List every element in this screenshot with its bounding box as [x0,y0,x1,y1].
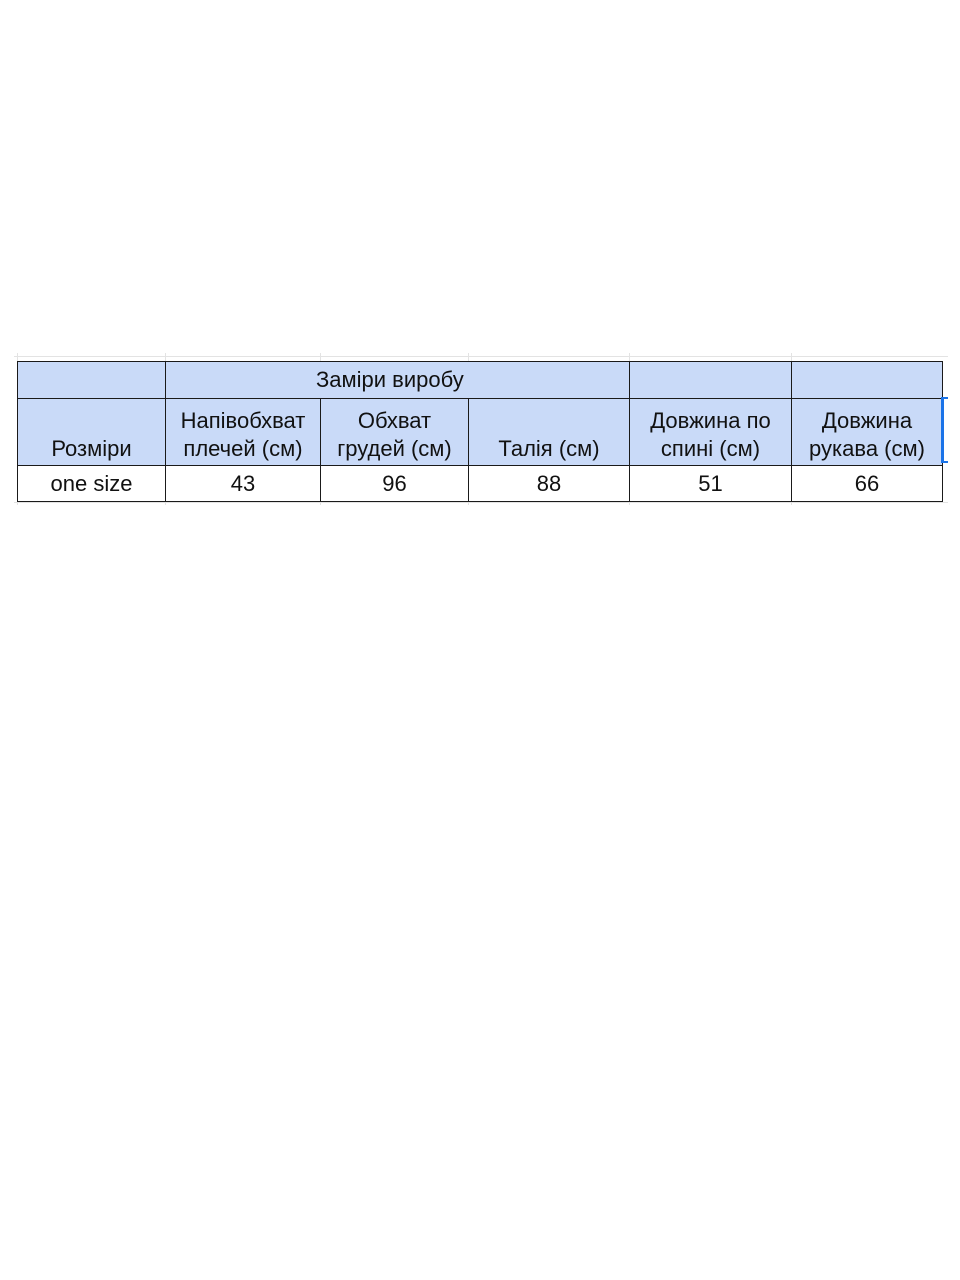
header-cell-shoulders[interactable] [166,399,321,466]
column-header-row [18,399,943,466]
cell-value[interactable]: 43 [166,466,321,502]
group-header-row [18,362,943,399]
header-cell-sizes[interactable] [18,399,166,466]
group-header-cell[interactable] [166,362,630,399]
header-cell-chest[interactable] [321,399,469,466]
cell-empty[interactable] [630,362,792,399]
cell-value[interactable]: 96 [321,466,469,502]
gridline [14,502,948,503]
cell-size[interactable]: one size [18,466,166,502]
group-header-label: Заміри виробу [316,367,464,392]
header-label: Талія (см) [498,436,600,461]
cell-empty[interactable] [18,362,166,399]
cell-value[interactable]: 88 [469,466,630,502]
header-cell-sleeve-length[interactable] [792,399,943,466]
cell-selection-border[interactable] [941,397,944,463]
header-label: Довжина по спині (см) [650,408,771,461]
header-label: Обхват грудей (см) [337,408,452,461]
cell-empty[interactable] [792,362,943,399]
cell-selection-border [941,461,948,463]
table-row [18,466,943,502]
header-cell-waist[interactable] [469,399,630,466]
cell-selection-border [941,397,948,399]
size-chart-table [17,361,943,502]
gridline [14,356,948,357]
header-label: Розміри [51,436,132,461]
header-cell-back-length[interactable] [630,399,792,466]
cell-value[interactable]: 51 [630,466,792,502]
header-label: Напівобхват плечей (см) [180,408,306,461]
header-label: Довжина рукава (см) [809,408,925,461]
cell-value[interactable]: 66 [792,466,943,502]
